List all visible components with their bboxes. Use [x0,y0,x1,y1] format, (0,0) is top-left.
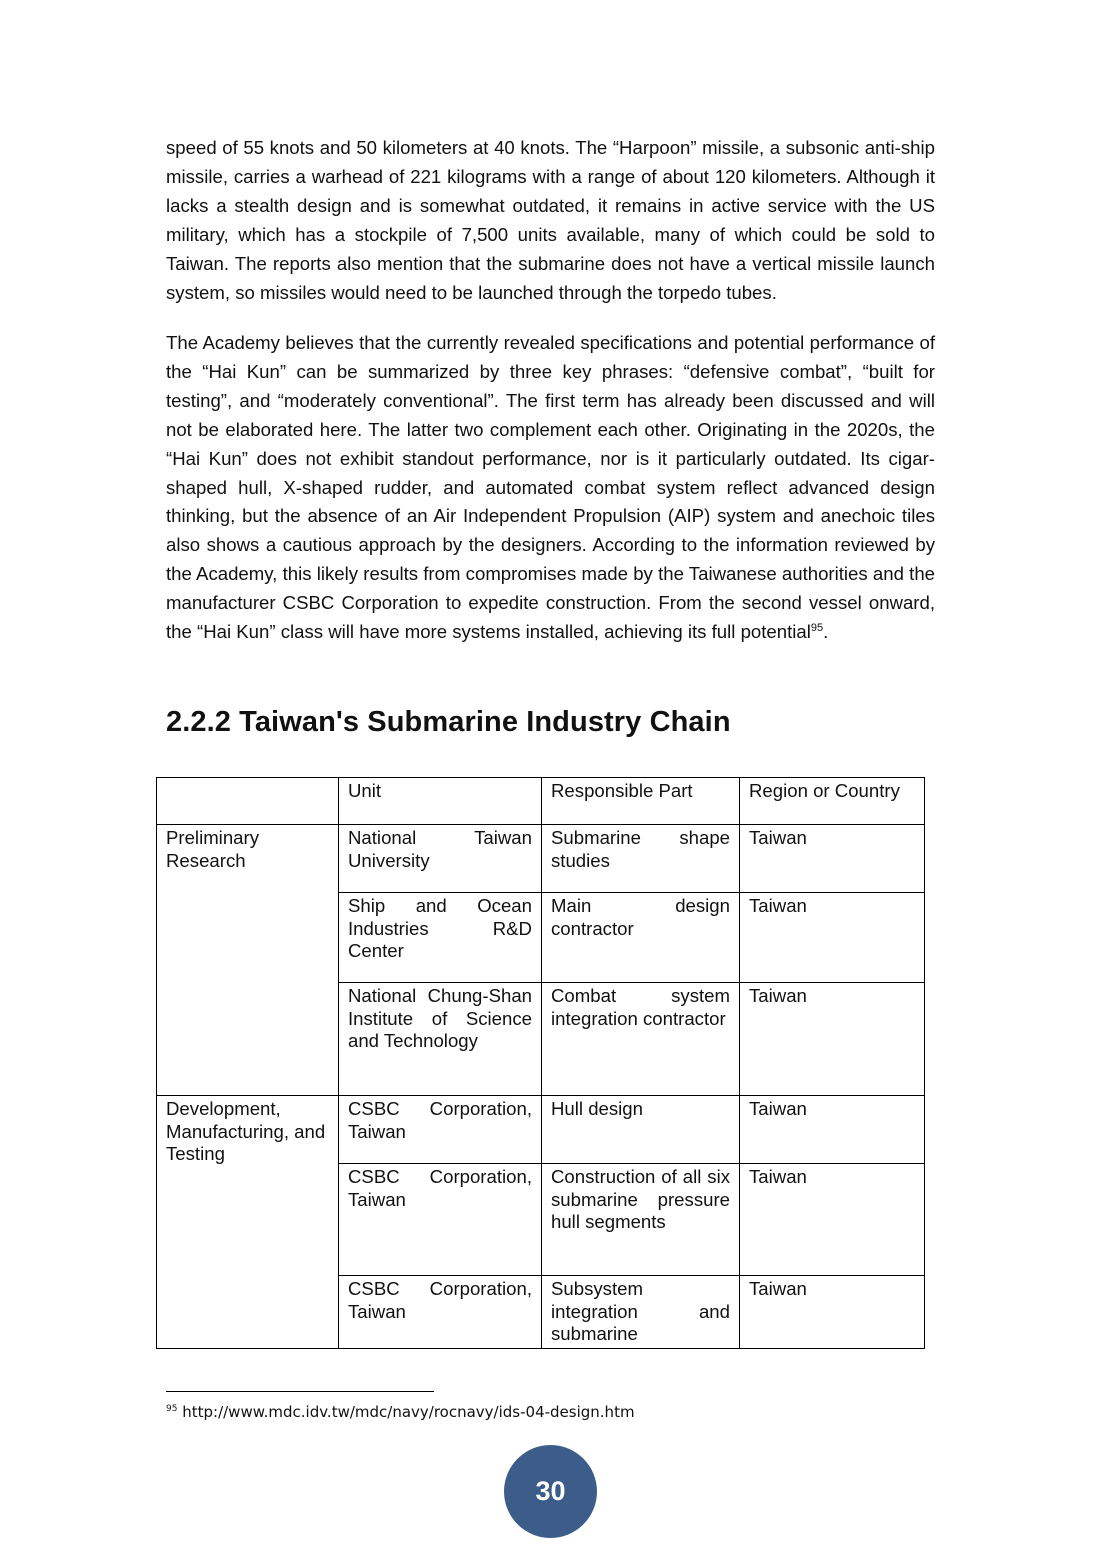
unit-cell: CSBC Corporation, Taiwan [339,1096,542,1164]
unit-cell: Ship and Ocean Industries R&D Center [339,893,542,983]
unit-cell: CSBC Corporation, Taiwan [339,1276,542,1349]
industry-chain-table [156,777,925,1349]
region-cell: Taiwan [740,893,925,983]
category-cell: Development, Manufacturing, and Testing [157,1096,339,1349]
region-cell: Taiwan [740,825,925,893]
page-number: 30 [535,1476,566,1506]
table-header-row [157,778,925,825]
header-cell-responsible-part: Responsible Part [542,778,740,825]
table-row [157,825,925,893]
part-cell: Main design contractor [542,893,740,983]
footnote-divider [166,1391,434,1392]
part-cell: Submarine shape studies [542,825,740,893]
category-cell: Preliminary Research [157,825,339,1096]
page-number-badge [504,1445,597,1538]
unit-cell: National Chung-Shan Institute of Science and Technology [339,983,542,1096]
footnote [166,1403,635,1421]
part-cell: Combat system integration contractor [542,983,740,1096]
region-cell: Taiwan [740,1096,925,1164]
body-paragraph: speed of 55 knots and 50 kilometers at 40 knots. The “Harpoon” missile, a subsonic anti-ship missile, carries a warhead of 221 kilograms with a range of about 120 kilometers. Although it lacks a stealth design and is somewhat outdated, it remains in active service with the US military, which has a stockpile of 7,500 units available, many of which could be sold to Taiwan. The reports also mention that the submarine does not have a vertical missile launch system, so missiles would need to be launched through the torpedo tubes. [166,137,935,303]
region-cell: Taiwan [740,983,925,1096]
header-cell-unit: Unit [339,778,542,825]
header-cell-region: Region or Country [740,778,925,825]
region-cell: Taiwan [740,1276,925,1349]
part-cell: Hull design [542,1096,740,1164]
part-cell: Construction of all six submarine pressure hull segments [542,1164,740,1276]
footnote-link[interactable]: http://www.mdc.idv.tw/mdc/navy/rocnavy/ids-04-design.htm [182,1403,635,1421]
footnote-reference[interactable]: 95 [810,621,824,634]
unit-cell: CSBC Corporation, Taiwan [339,1164,542,1276]
region-cell: Taiwan [740,1164,925,1276]
section-heading: 2.2.2 Taiwan's Submarine Industry Chain [166,706,731,738]
unit-cell: National Taiwan University [339,825,542,893]
part-cell: Subsystem integration and submarine [542,1276,740,1349]
body-paragraph: The Academy believes that the currently revealed specifications and potential performance of the “Hai Kun” can be summarized by three key phrases: “defensive combat”, “built for testing”, and “moderately conventional”. The first term has already been discussed and will not be elaborated here. The latter two complement each other. Originating in the 2020s, the “Hai Kun” does not exhibit standout performance, nor is it particularly outdated. Its cigar-shaped hull, X-shaped rudder, and automated combat system reflect advanced design thinking, but the absence of an Air Independent Propulsion (AIP) system and anechoic tiles also shows a cautious approach by the designers. According to the information reviewed by the Academy, this likely results from compromises made by the Taiwanese authorities and the manufacturer CSBC Corporation to expedite construction. From the second vessel onward, the “Hai Kun” class will have more systems installed, achieving its full potential$^{95}$. [166,332,935,643]
table-row [157,1096,925,1164]
header-cell-empty [157,778,339,825]
footnote-number: 95 [166,1404,178,1414]
